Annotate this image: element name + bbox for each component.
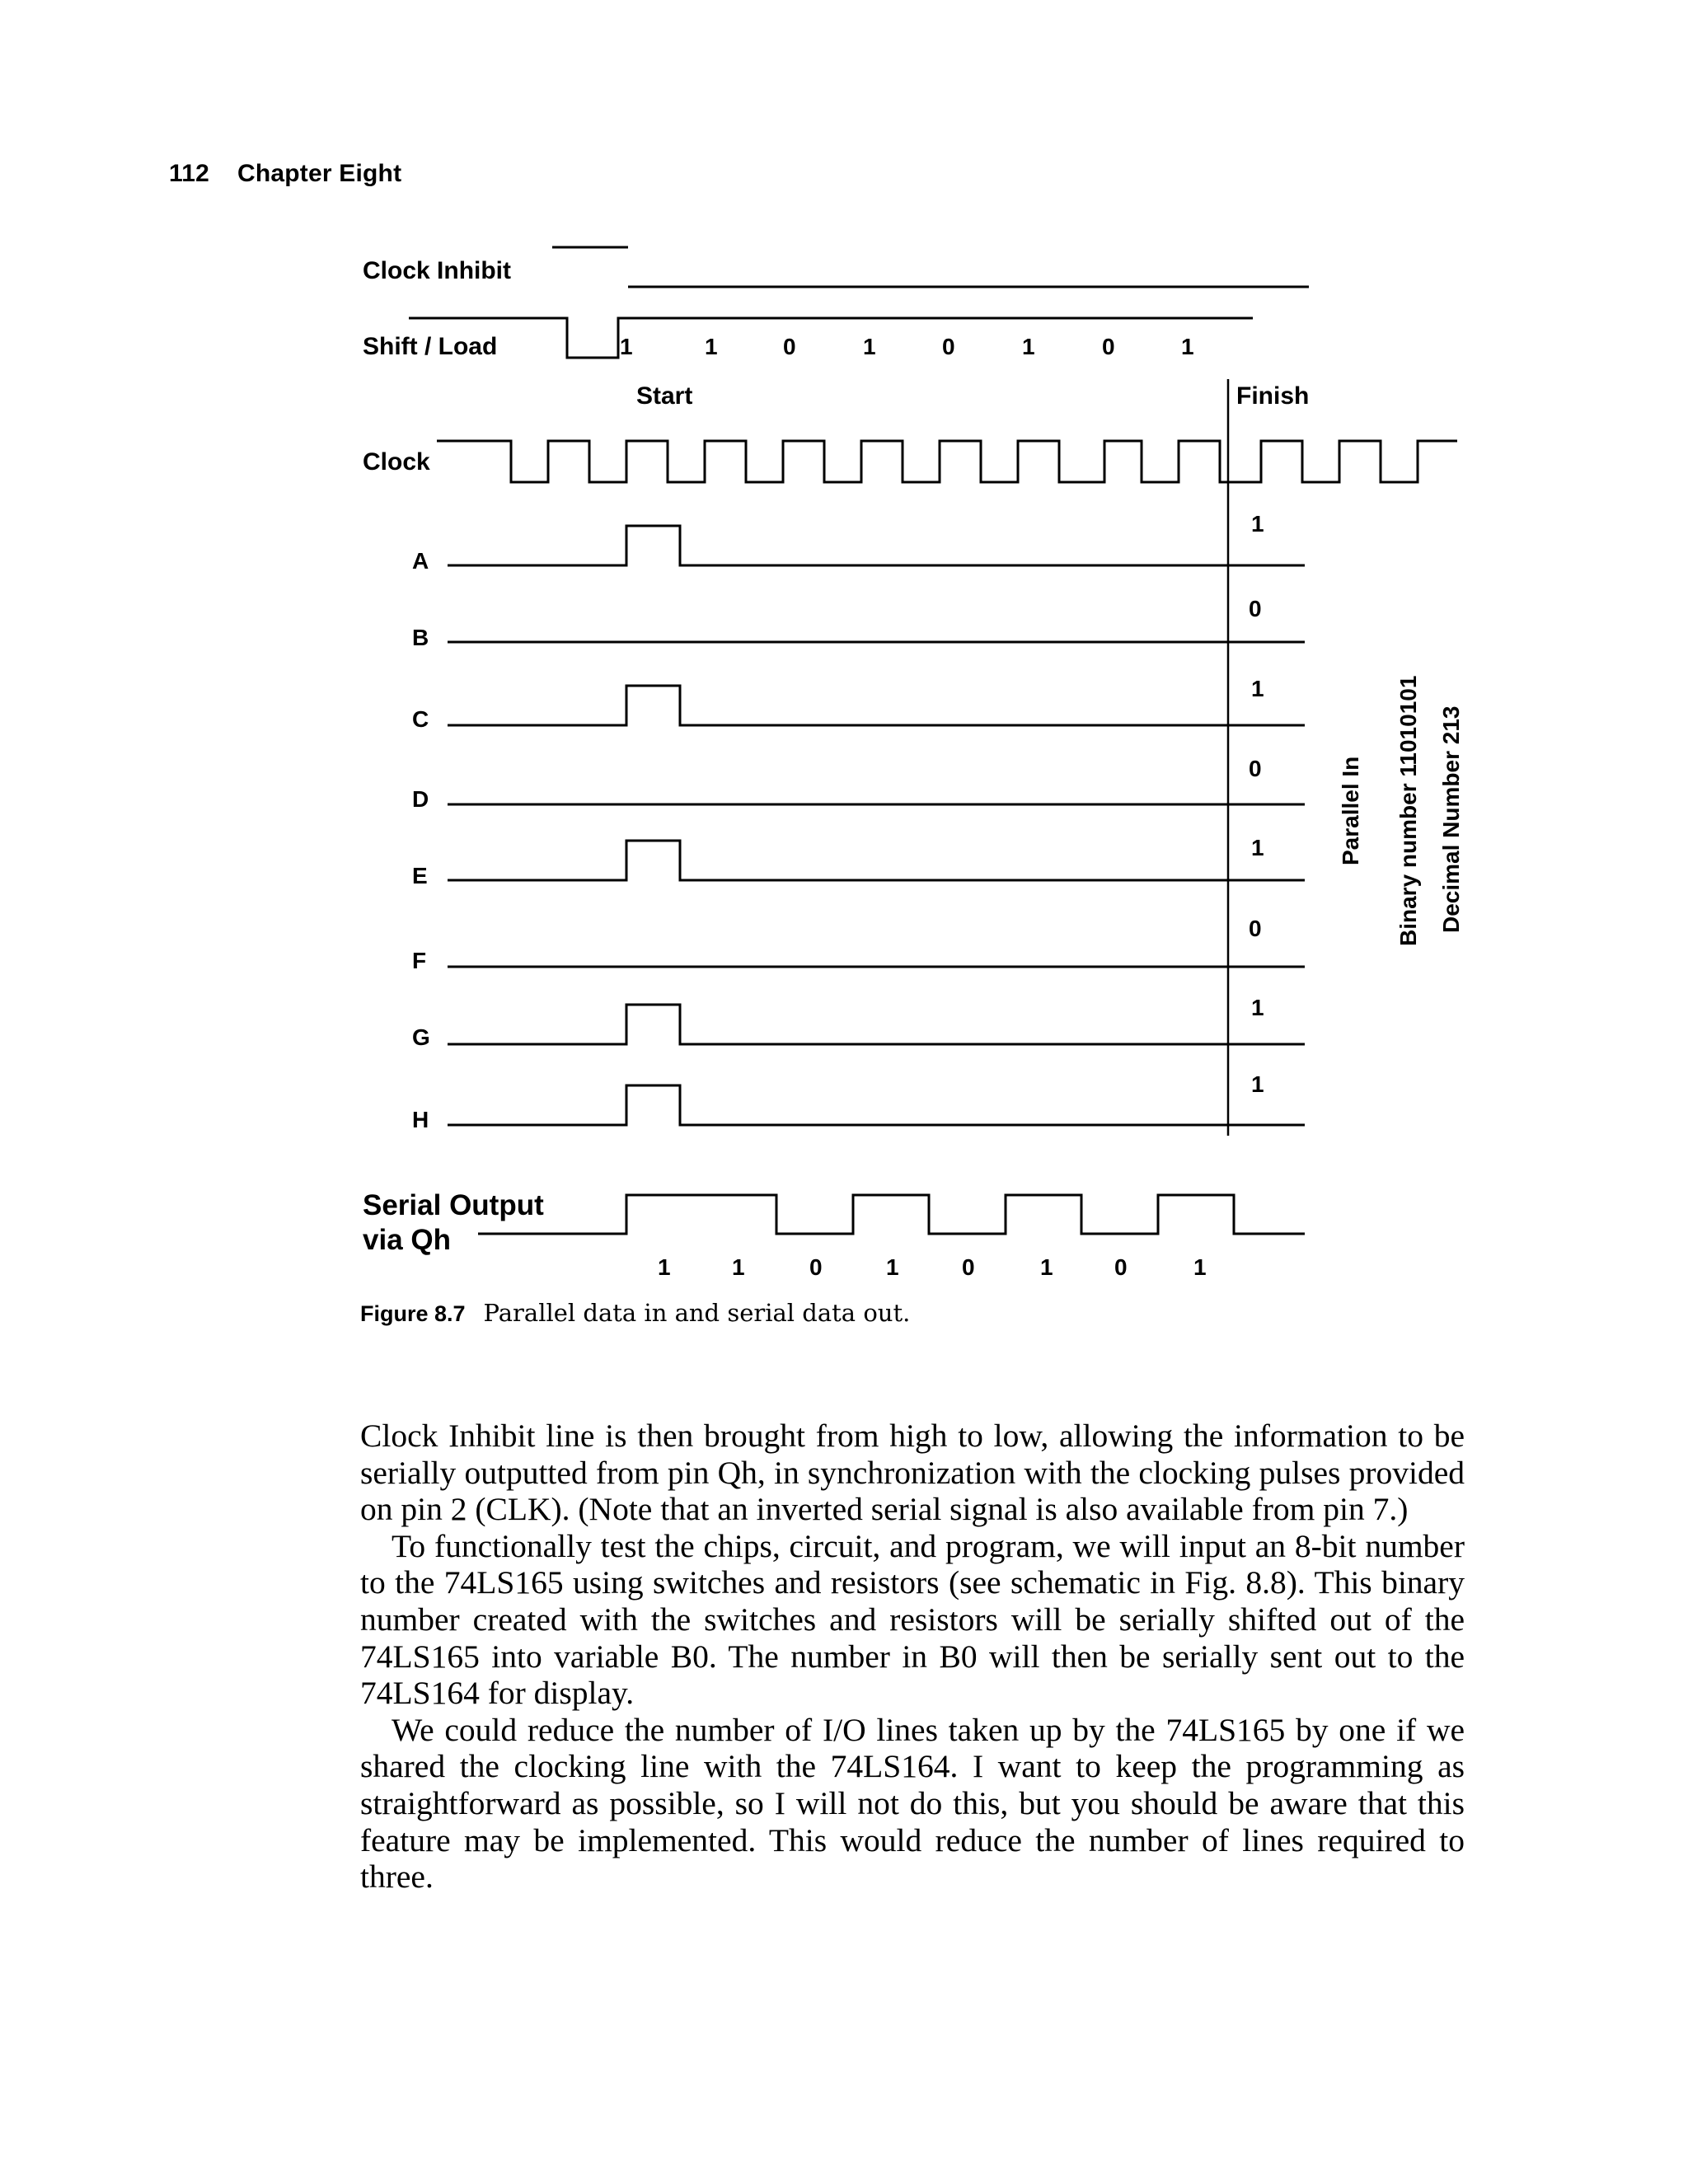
shift-load-bit: 1 xyxy=(1181,334,1194,359)
paragraph: We could reduce the number of I/O lines taken up by the 74LS165 by one if we shared the clocking line with the 74LS164. I want to keep the programming as straightforward as possible, so I will not do this, but you should be aware that this feature may be implemented. This would reduce the number of lines required to three. xyxy=(360,1711,1465,1896)
input-trace-c xyxy=(448,686,1305,725)
input-label-h: H xyxy=(412,1107,429,1132)
input-label-e: E xyxy=(412,863,428,888)
clock-trace xyxy=(437,441,1457,482)
shift-load-trace xyxy=(409,318,1253,358)
serial-out-bit: 1 xyxy=(1040,1254,1053,1280)
parallel-in-value: 1 xyxy=(1251,835,1264,860)
paragraph: Clock Inhibit line is then brought from high to low, allowing the information to be serially outputted from pin Qh, in synchronization with the clocking pulses provided on pin 2 (CLK). (Note that an inverted serial signal is also available from pin 7.) xyxy=(360,1418,1465,1528)
serial-out-bit: 1 xyxy=(658,1254,671,1280)
serial-out-bit: 0 xyxy=(962,1254,975,1280)
parallel-in-value: 1 xyxy=(1251,511,1264,537)
input-label-b: B xyxy=(412,625,429,650)
parallel-in-value: 1 xyxy=(1251,1071,1264,1097)
shift-load-bit: 0 xyxy=(1102,334,1115,359)
shift-load-bits xyxy=(620,334,1194,359)
parallel-in-label: Parallel In xyxy=(1338,756,1363,865)
figure-label: Figure 8.7 xyxy=(360,1301,466,1326)
serial-out-bit: 0 xyxy=(809,1254,823,1280)
shift-load-label: Shift / Load xyxy=(363,333,498,360)
input-label-a: A xyxy=(412,548,429,574)
shift-load-bit: 1 xyxy=(620,334,633,359)
serial-out-bits xyxy=(658,1254,1207,1280)
serial-out-bit: 1 xyxy=(886,1254,899,1280)
serial-output-trace xyxy=(478,1195,1305,1234)
shift-load-bit: 1 xyxy=(863,334,876,359)
decimal-number-label: Decimal Number 213 xyxy=(1438,705,1464,933)
shift-load-bit: 0 xyxy=(783,334,796,359)
serial-output-label-line2: via Qh xyxy=(363,1224,451,1256)
parallel-in-value: 0 xyxy=(1249,916,1262,941)
serial-output-label-line1: Serial Output xyxy=(363,1189,544,1221)
input-label-d: D xyxy=(412,786,429,812)
binary-number-label: Binary number 11010101 xyxy=(1395,675,1421,946)
clock-label: Clock xyxy=(363,448,430,476)
paragraph: To functionally test the chips, circuit, and program, we will input an 8-bit number to the 74LS165 using switches and resistors (see schematic in Fig. 8.8). This binary number created with the switches and resistors will be serially shifted out of the 74LS165 into variable B0. The number in B0 will then be serially sent out to the 74LS164 for display. xyxy=(360,1527,1465,1712)
input-label-c: C xyxy=(412,706,429,732)
chapter-title: Chapter Eight xyxy=(237,160,402,187)
serial-out-bit: 1 xyxy=(732,1254,745,1280)
parallel-in-value: 0 xyxy=(1249,756,1262,781)
input-label-g: G xyxy=(412,1024,430,1050)
shift-load-bit: 1 xyxy=(705,334,718,359)
input-trace-a xyxy=(448,526,1305,565)
input-trace-g xyxy=(448,1005,1305,1044)
figure-caption-text: Parallel data in and serial data out. xyxy=(483,1299,911,1327)
serial-out-bit: 0 xyxy=(1114,1254,1128,1280)
parallel-in-value: 1 xyxy=(1251,995,1264,1020)
figure-caption xyxy=(360,1299,910,1327)
parallel-in-value: 0 xyxy=(1249,596,1262,621)
shift-load-bit: 1 xyxy=(1022,334,1035,359)
parallel-in-value: 1 xyxy=(1251,676,1264,701)
page-number: 112 xyxy=(169,160,209,187)
serial-out-bit: 1 xyxy=(1193,1254,1207,1280)
body-text xyxy=(360,1418,1465,1896)
clock-inhibit-label: Clock Inhibit xyxy=(363,257,511,284)
start-label: Start xyxy=(636,382,693,410)
finish-label: Finish xyxy=(1236,382,1310,410)
shift-load-bit: 0 xyxy=(942,334,955,359)
input-trace-h xyxy=(448,1085,1305,1125)
input-label-f: F xyxy=(412,948,427,973)
input-trace-e xyxy=(448,841,1305,880)
